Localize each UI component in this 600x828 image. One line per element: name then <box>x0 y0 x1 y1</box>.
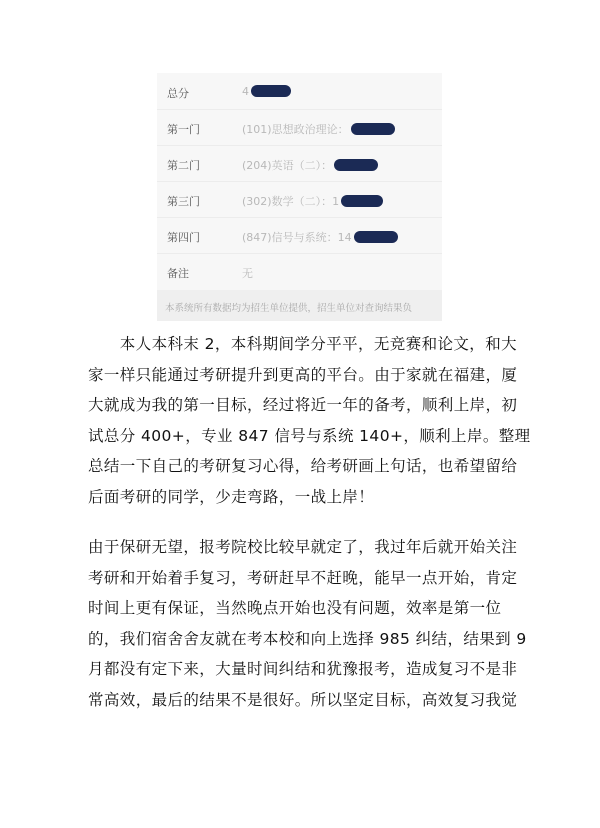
score-card <box>157 73 442 321</box>
score-row-subject-4 <box>157 217 442 254</box>
text-line: 时间上更有保证，当然晚点开始也没有问题，效率是第一位 <box>88 599 502 617</box>
row-label: 第三门 <box>167 195 200 208</box>
text-line: 本人本科末 2，本科期间学分平平，无竞赛和论文，和大 <box>88 335 517 353</box>
text-line: 总结一下自己的考研复习心得，给考研画上句话，也希望留给 <box>88 457 518 475</box>
text-line: 大就成为我的第一目标，经过将近一年的备考，顺利上岸，初 <box>88 396 518 414</box>
score-row-total <box>157 73 442 110</box>
row-label: 第二门 <box>167 159 200 172</box>
text-line: 考研和开始着手复习，考研赶早不赶晚，能早一点开始，肯定 <box>88 568 518 587</box>
redaction-mark <box>334 159 378 171</box>
paragraph-intro <box>88 329 531 512</box>
row-value: (204)英语（二）： <box>242 157 378 173</box>
row-value: (302)数学（二）：1 <box>242 193 383 209</box>
redaction-mark <box>341 195 383 207</box>
redaction-mark <box>251 85 291 97</box>
redaction-mark <box>354 231 398 243</box>
row-value: (101)思想政治理论： <box>242 121 395 137</box>
text-line: 家一样只能通过考研提升到更高的平台。由于家就在福建，厦 <box>88 365 518 384</box>
score-row-remarks <box>157 253 442 289</box>
row-label: 总分 <box>167 87 189 100</box>
text-line: 试总分 400+，专业 847 信号与系统 140+，顺利上岸。整理 <box>88 426 531 445</box>
row-value: 4 <box>242 85 291 98</box>
row-label: 备注 <box>167 267 189 280</box>
redaction-mark <box>351 123 395 135</box>
row-value: 无 <box>242 267 253 280</box>
text-line: 由于保研无望，报考院校比较早就定了，我过年后就开始关注 <box>88 538 518 556</box>
row-label: 第四门 <box>167 231 200 244</box>
text-line: 常高效，最后的结果不是很好。所以坚定目标，高效复习我觉 <box>88 690 518 709</box>
card-footer-note <box>157 290 442 321</box>
row-label: 第一门 <box>167 123 200 136</box>
score-row-subject-2 <box>157 145 442 182</box>
footer-text: 本系统所有数据均为招生单位提供，招生单位对查询结果负 <box>165 303 413 314</box>
text-line: 的，我们宿舍舍友就在考本校和向上选择 985 纠结，结果到 9 <box>88 629 527 648</box>
text-line: 后面考研的同学，少走弯路，一战上岸！ <box>88 487 375 506</box>
row-value: (847)信号与系统：14 <box>242 229 398 245</box>
paragraph-experience <box>88 532 527 715</box>
score-row-subject-1 <box>157 109 442 146</box>
score-row-subject-3 <box>157 181 442 218</box>
text-line: 月都没有定下来，大量时间纠结和犹豫报考，造成复习不是非 <box>88 660 518 678</box>
